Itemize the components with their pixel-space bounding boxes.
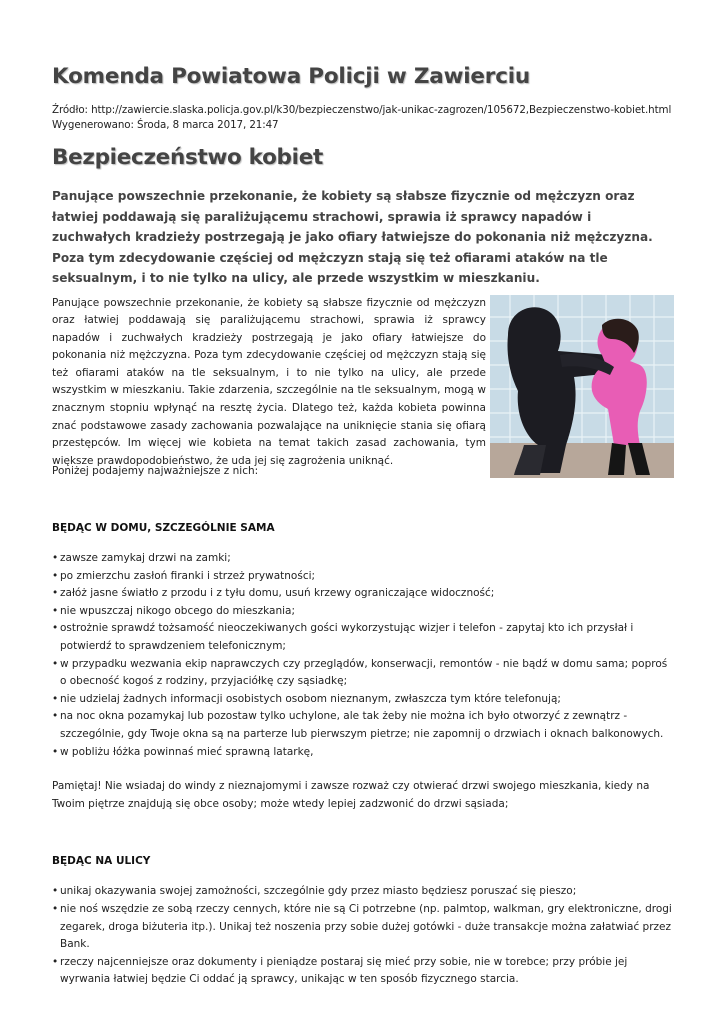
section-home — [52, 522, 674, 813]
article-photo — [490, 295, 674, 478]
bullet-icon: • — [52, 710, 59, 723]
list-item: • rzeczy najcenniejsze oraz dokumenty i pieniądze postaraj się mieć przy sobie, nie w torebce; przy próbie jej wyrwania łatwiej będzie Ci oddać ją sprawcy, unikając w ten sposób fizycznego starcia. — [52, 955, 628, 986]
bullet-icon: • — [52, 604, 59, 617]
bullet-list — [52, 883, 674, 989]
list-item: • zawsze zamykaj drzwi na zamki; — [52, 550, 674, 568]
source-line: Źródło: http://zawiercie.slaska.policja.gov.pl/k30/bezpieczenstwo/jak-unikac-zagrozen/105672,Bezpieczenstwo-kobiet.html — [52, 104, 672, 116]
bullet-icon: • — [52, 745, 59, 758]
article-lead: Panujące powszechnie przekonanie, że kobiety są słabsze fizycznie od mężczyzn oraz łatwiej poddawają się paraliżującemu strachowi, sprawia iż sprawcy napadów i zuchwałych kradzieży postrzegają je jako ofiary łatwiejsze do pokonania niż mężczyzna. Poza tym zdecydowanie częściej od mężczyzn stają się też ofiarami ataków na tle seksualnym, i to nie tylko na ulicy, ale przede wszystkim w mieszkaniu. — [52, 189, 653, 285]
bullet-icon: • — [52, 885, 59, 898]
section-heading: BĘDĄC W DOMU, SZCZEGÓLNIE SAMA — [52, 522, 275, 535]
organization-title: Komenda Powiatowa Policji w Zawierciu — [52, 64, 531, 89]
intro-block — [52, 295, 674, 480]
list-item: • po zmierzchu zasłoń firanki i strzeż prywatności; — [52, 568, 674, 586]
bullet-list — [52, 550, 674, 761]
section-heading: BĘDĄC NA ULICY — [52, 855, 151, 868]
list-item: • nie wpuszczaj nikogo obcego do mieszkania; — [52, 603, 674, 621]
list-item: • w pobliżu łóżka powinnaś mieć sprawną latarkę, — [52, 744, 674, 762]
bullet-icon: • — [52, 552, 59, 565]
bullet-icon: • — [52, 692, 59, 705]
list-item: • na noc okna pozamykaj lub pozostaw tylko uchylone, ale tak żeby nie można ich było otworzyć z zewnątrz - szczególnie, gdy Twoje okna są na parterze lub pierwszym pietrze; nie zapomnij o drzwiach i oknach balkonowych. — [52, 710, 664, 741]
list-item: • załóż jasne światło z przodu i z tyłu domu, usuń krzewy ograniczające widoczność; — [52, 585, 674, 603]
bullet-icon: • — [52, 955, 59, 968]
document-page — [52, 60, 674, 989]
document-meta — [52, 103, 674, 133]
list-item: • ostrożnie sprawdź tożsamość nieoczekiwanych gości wykorzystując wizjer i telefon - zapytaj kto ich przysłał i potwierdź to sprawdzeniem telefonicznym; — [52, 622, 634, 653]
home-note: Pamiętaj! Nie wsiadaj do windy z nieznajomymi i zawsze rozważ czy otwierać drzwi swojego mieszkania, kiedy na Twoim piętrze znajdują się obce osoby; może wtedy lepiej zadzwonić do drzwi sąsiada; — [52, 780, 650, 810]
bullet-icon: • — [52, 657, 59, 670]
generated-line: Wygenerowano: Środa, 8 marca 2017, 21:47 — [52, 119, 279, 131]
list-item: • nie udzielaj żadnych informacji osobistych osobom nieznanym, zwłaszcza tym które telefonują; — [52, 691, 674, 709]
bullet-icon: • — [52, 622, 59, 635]
bullet-icon: • — [52, 587, 59, 600]
list-item: • unikaj okazywania swojej zamożności, szczególnie gdy przez miasto będziesz poruszać się pieszo; — [52, 883, 674, 901]
article-title: Bezpieczeństwo kobiet — [52, 145, 323, 170]
section-street — [52, 855, 674, 989]
list-item: • w przypadku wezwania ekip naprawczych czy przeglądów, konserwacji, remontów - nie bądź w domu sama; poproś o obecność kogoś z rodziny, przyjaciółkę czy sąsiadkę; — [52, 657, 668, 688]
bullet-icon: • — [52, 569, 59, 582]
intro-end: Poniżej podajemy najważniejsze z nich: — [52, 464, 259, 477]
list-item: • nie noś wszędzie ze sobą rzeczy cennych, które nie są Ci potrzebne (np. palmtop, walkman, gry elektroniczne, drogi zegarek, droga biżuteria itp.). Unikaj też noszenia przy sobie dużej gotówki - duże transakcje można załatwiać przez Bank. — [52, 903, 672, 951]
intro-paragraph: Panujące powszechnie przekonanie, że kobiety są słabsze fizycznie od mężczyzn oraz łatwiej poddawają się paraliżującemu strachowi, sprawia iż sprawcy napadów i zuchwałych kradzieży postrzegają je jako ofiary łatwiejsze do pokonania niż mężczyzna. Poza tym zdecydowanie częściej od mężczyzn stają się też ofiarami ataków na tle seksualnym, i to nie tylko na ulicy, ale przede wszystkim w mieszkaniu. Takie zdarzenia, szczególnie na tle seksualnym, mogą w znacznym stopniu wpłynąć na resztę życia. Dlatego też, każda kobieta powinna znać podstawowe zasady zachowania pozwalające na uniknięcie stania się ofiarą przestępców. Im więcej wie kobieta na temat takich zasad zachowania, tym większe prawdopodobieństwo, że uda jej się zagrożenia uniknąć. — [52, 296, 486, 467]
bullet-icon: • — [52, 903, 59, 915]
